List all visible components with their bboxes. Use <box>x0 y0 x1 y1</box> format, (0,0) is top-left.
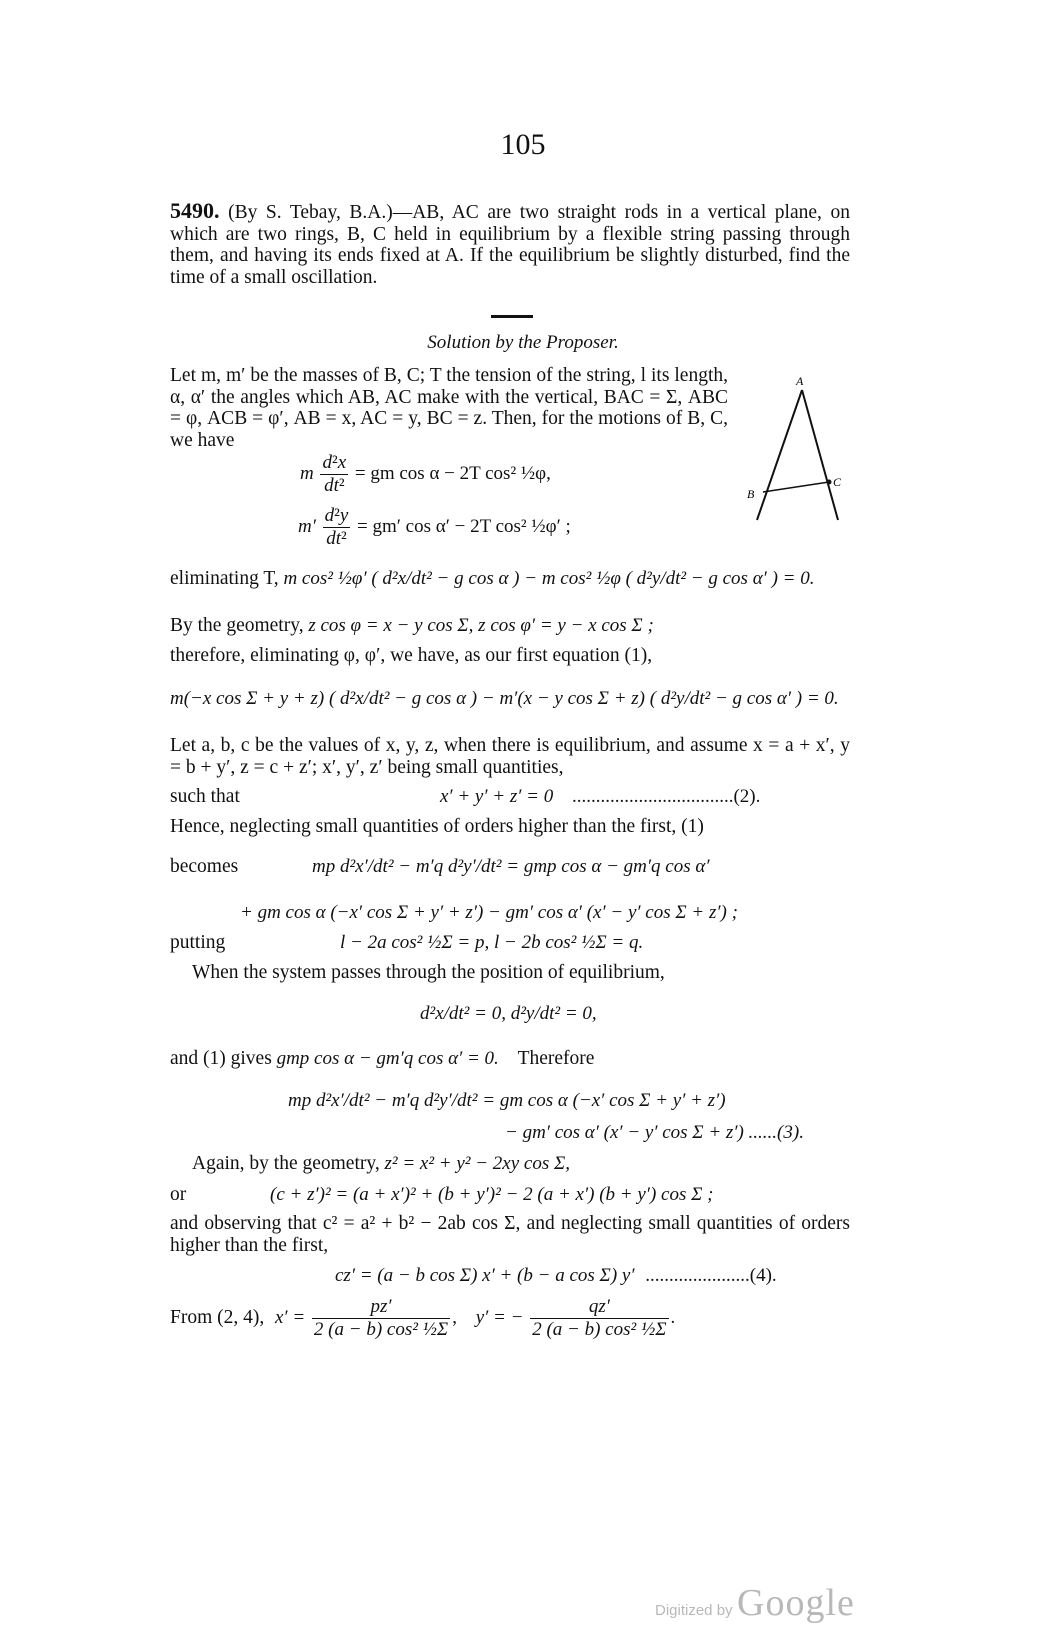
from-y-prime: y′ = − <box>475 1306 524 1328</box>
eq2-tag: ..................................(2). <box>571 786 761 807</box>
paragraph-definitions: Let m, m′ be the masses of B, C; T the tension of the string, l its length, α, α′ the angles which AB, AC make with the vertical, BAC = Σ, ABC = φ, ACB = φ′, AB = x, AC = y, BC = z. Then, for the motions of B, C, we have <box>170 365 728 451</box>
putting-label: putting <box>170 932 226 953</box>
and1gives-label: and (1) gives <box>170 1048 272 1069</box>
problem-number: 5490. <box>170 198 220 223</box>
problem-text: (By S. Tebay, B.A.)—AB, AC are two straight rods in a vertical plane, on which are two rings, B, C held in equilibrium by a flexible string passing through them, and having its ends fixed at A. If the equilibrium be slightly disturbed, find the time of a small oscillation. <box>170 202 850 288</box>
eq4-tag: ......................(4). <box>645 1265 777 1286</box>
hence-text: Hence, neglecting small quantities of orders higher than the first, (1) <box>170 816 704 837</box>
equation-putting <box>340 932 643 954</box>
gives-equation: gmp cos α − gm′q cos α′ = 0. <box>276 1048 499 1069</box>
fraction-d2x-dt2: $\frac{\text{d²x}}{\text{dt²}}$ <box>322 452 347 496</box>
or-label: or <box>170 1184 187 1205</box>
fraction-d2y-dt2: $\frac{\text{d²y}}{\text{dt²}}$ <box>324 505 349 549</box>
again-equation: z² = x² + y² − 2xy cos Σ, <box>384 1153 571 1174</box>
from-y-num: qz′ <box>588 1296 610 1317</box>
eq2-body: x′ + y′ + z′ = 0 <box>440 786 554 807</box>
equation-geometry <box>170 615 654 637</box>
paragraph-equilibrium-values: Let a, b, c be the values of x, y, z, when there is equilibrium, and assume x = a + x′, y = b + y′, z = c + z′; x′, y′, z′ being small quantities, <box>170 735 850 778</box>
equation-motion-b <box>300 452 551 497</box>
label-b: B <box>747 487 755 501</box>
eq-y-rhs: = gm′ cos α′ − 2T cos² ½φ′ ; <box>357 515 571 537</box>
fraction-x-prime <box>312 1296 450 1341</box>
page-number: 105 <box>500 128 546 161</box>
eq3-b: − gm′ cos α′ (x′ − y′ cos Σ + z′) ......(3). <box>505 1122 804 1143</box>
becomes-label: becomes <box>170 856 239 877</box>
when-text: When the system passes through the position of equilibrium, <box>192 962 665 983</box>
or-equation: (c + z′)² = (a + x′)² + (b + y′)² − 2 (a + x′) (b + y′) cos Σ ; <box>270 1184 714 1205</box>
such-that-label: such that <box>170 786 240 807</box>
label-a: A <box>796 374 804 388</box>
eq-x-rhs: = gm cos α − 2T cos² ½φ, <box>354 462 551 484</box>
label-c: C <box>833 475 842 489</box>
eq3-a: mp d²x′/dt² − m′q d²y′/dt² = gm cos α (−x′ cos Σ + y′ + z′) <box>288 1090 726 1111</box>
from-x-den: 2 (a − b) cos² ½Σ <box>313 1319 449 1340</box>
equation-and-1-gives <box>170 1048 594 1070</box>
paragraph-observing: and observing that c² = a² + b² − 2ab cos Σ, and neglecting small quantities of orders higher than the first, <box>170 1213 850 1256</box>
putting-equation: l − 2a cos² ½Σ = p, l − 2b cos² ½Σ = q. <box>340 932 644 953</box>
equation-3-line-a <box>288 1090 726 1112</box>
triangle-figure <box>745 372 855 527</box>
again-label: Again, by the geometry, <box>192 1153 380 1174</box>
therefore-text: therefore, eliminating φ, φ′, we have, as our first equation (1), <box>170 645 653 666</box>
equation-2 <box>440 786 760 808</box>
geometry-equation: z cos φ = x − y cos Σ, z cos φ′ = y − x cos Σ ; <box>308 615 654 636</box>
digitized-watermark <box>655 1581 855 1625</box>
equation-becomes <box>312 856 710 878</box>
from-x-prime: x′ = <box>275 1306 306 1328</box>
equation-motion-c <box>298 505 571 550</box>
eq-y-lhs: m′ <box>298 515 316 537</box>
first-equation: m(−x cos Σ + y + z) ( d²x/dt² − g cos α ) − m′(x − y cos Σ + z) ( d²y/dt² − g cos α′ ) = 0. <box>170 688 839 709</box>
eliminating-label: eliminating T, <box>170 568 279 589</box>
equation-becomes-continued <box>240 902 738 924</box>
eq-x-lhs: m <box>300 462 314 484</box>
equation-from: From (2, 4), x′ = $\frac{pz'}{\text{2 (a − b) cos² ½Σ}}$ , y′ = − $\frac{qz'}{\text{2 (a − b) cos² ½Σ}}$ . <box>170 1296 676 1340</box>
watermark-brand: Google <box>737 1582 855 1624</box>
becomes-continued: + gm cos α (−x′ cos Σ + y′ + z′) − gm′ cos α′ (x′ − y′ cos Σ + z′) ; <box>240 902 738 923</box>
from-y-den: 2 (a − b) cos² ½Σ <box>532 1319 667 1340</box>
equation-or <box>270 1184 713 1206</box>
equation-3-line-b <box>505 1122 804 1144</box>
therefore-word: Therefore <box>517 1048 595 1069</box>
solution-heading-text: Solution by the Proposer. <box>427 332 619 353</box>
rod-ab <box>757 390 802 520</box>
geometry-label: By the geometry, <box>170 615 304 636</box>
from-x-num: pz′ <box>370 1296 392 1317</box>
section-divider <box>491 315 533 318</box>
fraction-y-prime <box>530 1296 668 1341</box>
problem-statement <box>170 200 850 288</box>
equation-first <box>170 688 839 710</box>
watermark-prefix: Digitized by <box>655 1602 733 1619</box>
equation-4 <box>335 1265 777 1287</box>
eq4-body: cz′ = (a − b cos Σ) x′ + (b − a cos Σ) y′ <box>335 1265 635 1286</box>
equation-equilibrium <box>420 1003 597 1025</box>
eliminating-equation: m cos² ½φ′ ( d²x/dt² − g cos α ) − m cos² ½φ ( d²y/dt² − g cos α′ ) = 0. <box>283 568 815 589</box>
equilibrium-equation: d²x/dt² = 0, d²y/dt² = 0, <box>420 1003 597 1024</box>
equation-again <box>192 1153 570 1175</box>
equation-eliminating-t <box>170 568 814 590</box>
solution-heading <box>0 332 1046 354</box>
rod-ac <box>802 390 838 520</box>
string-bc <box>763 482 829 492</box>
ring-c <box>827 480 832 485</box>
becomes-equation: mp d²x′/dt² − m′q d²y′/dt² = gmp cos α − gm′q cos α′ <box>312 856 710 877</box>
from-label: From (2, 4), <box>170 1306 265 1328</box>
